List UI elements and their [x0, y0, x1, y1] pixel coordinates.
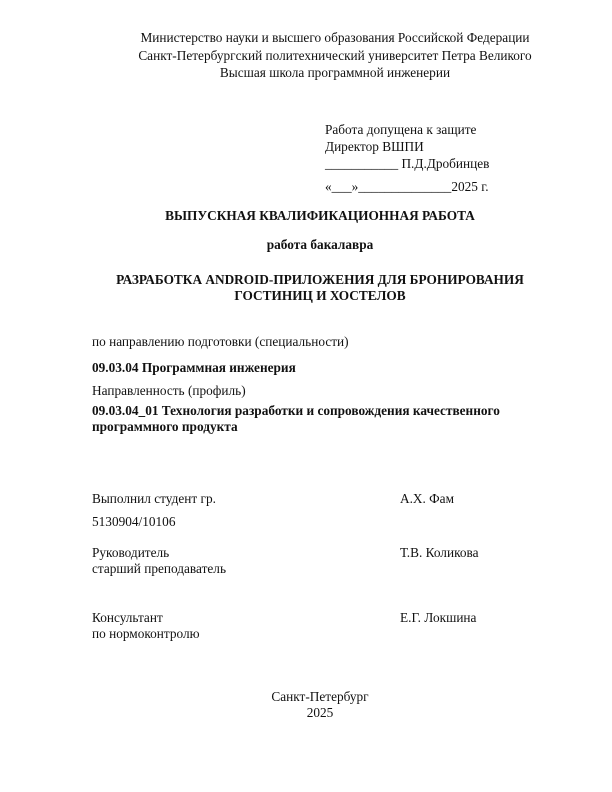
thesis-title — [60, 272, 580, 304]
footer-city: Санкт-Петербург — [271, 689, 369, 704]
university-name: Санкт-Петербургский политехнический университет Петра Великого — [138, 47, 532, 63]
student-name: А.Х. Фам — [400, 491, 454, 506]
footer-year: 2025 — [306, 705, 334, 720]
consultant-name: Е.Г. Локшина — [400, 610, 477, 625]
direction-label: по направлению подготовки (специальности) — [92, 334, 349, 349]
degree-type: работа бакалавра — [266, 237, 374, 252]
director-title: Директор ВШПИ — [325, 139, 424, 154]
consultant-label: Консультант — [92, 610, 163, 625]
approval-block — [325, 121, 489, 195]
organization-header — [100, 29, 570, 82]
admitted-text: Работа допущена к защите — [325, 122, 477, 137]
student-group: 5130904/10106 — [92, 514, 176, 529]
thesis-title-line-2: ГОСТИНИЦ И ХОСТЕЛОВ — [234, 288, 406, 303]
thesis-type-heading: ВЫПУСКНАЯ КВАЛИФИКАЦИОННАЯ РАБОТА — [165, 208, 475, 223]
school-name: Высшая школа программной инженерии — [219, 65, 451, 80]
consultant-role: по нормоконтролю — [92, 626, 200, 641]
profile-value-line-2: программного продукта — [92, 419, 238, 434]
student-label: Выполнил студент гр. — [92, 491, 216, 506]
ministry-name: Министерство науки и высшего образования Российской Федерации — [140, 30, 530, 45]
footer — [200, 689, 440, 721]
profile-value — [92, 403, 552, 435]
profile-value-line-1: 09.03.04_01 Технология разработки и сопровождения качественного — [92, 403, 500, 418]
director-signature-line: ___________ П.Д.Дробинцев — [325, 156, 490, 171]
thesis-title-line-1: РАЗРАБОТКА ANDROID-ПРИЛОЖЕНИЯ ДЛЯ БРОНИРОВАНИЯ — [116, 272, 524, 287]
supervisor-label: Руководитель — [92, 545, 170, 560]
profile-label: Направленность (профиль) — [92, 383, 246, 398]
approval-date-line: «___»______________2025 г. — [325, 179, 489, 194]
supervisor-position: старший преподаватель — [92, 561, 227, 576]
supervisor-name: Т.В. Коликова — [400, 545, 479, 560]
direction-value: 09.03.04 Программная инженерия — [92, 360, 296, 375]
